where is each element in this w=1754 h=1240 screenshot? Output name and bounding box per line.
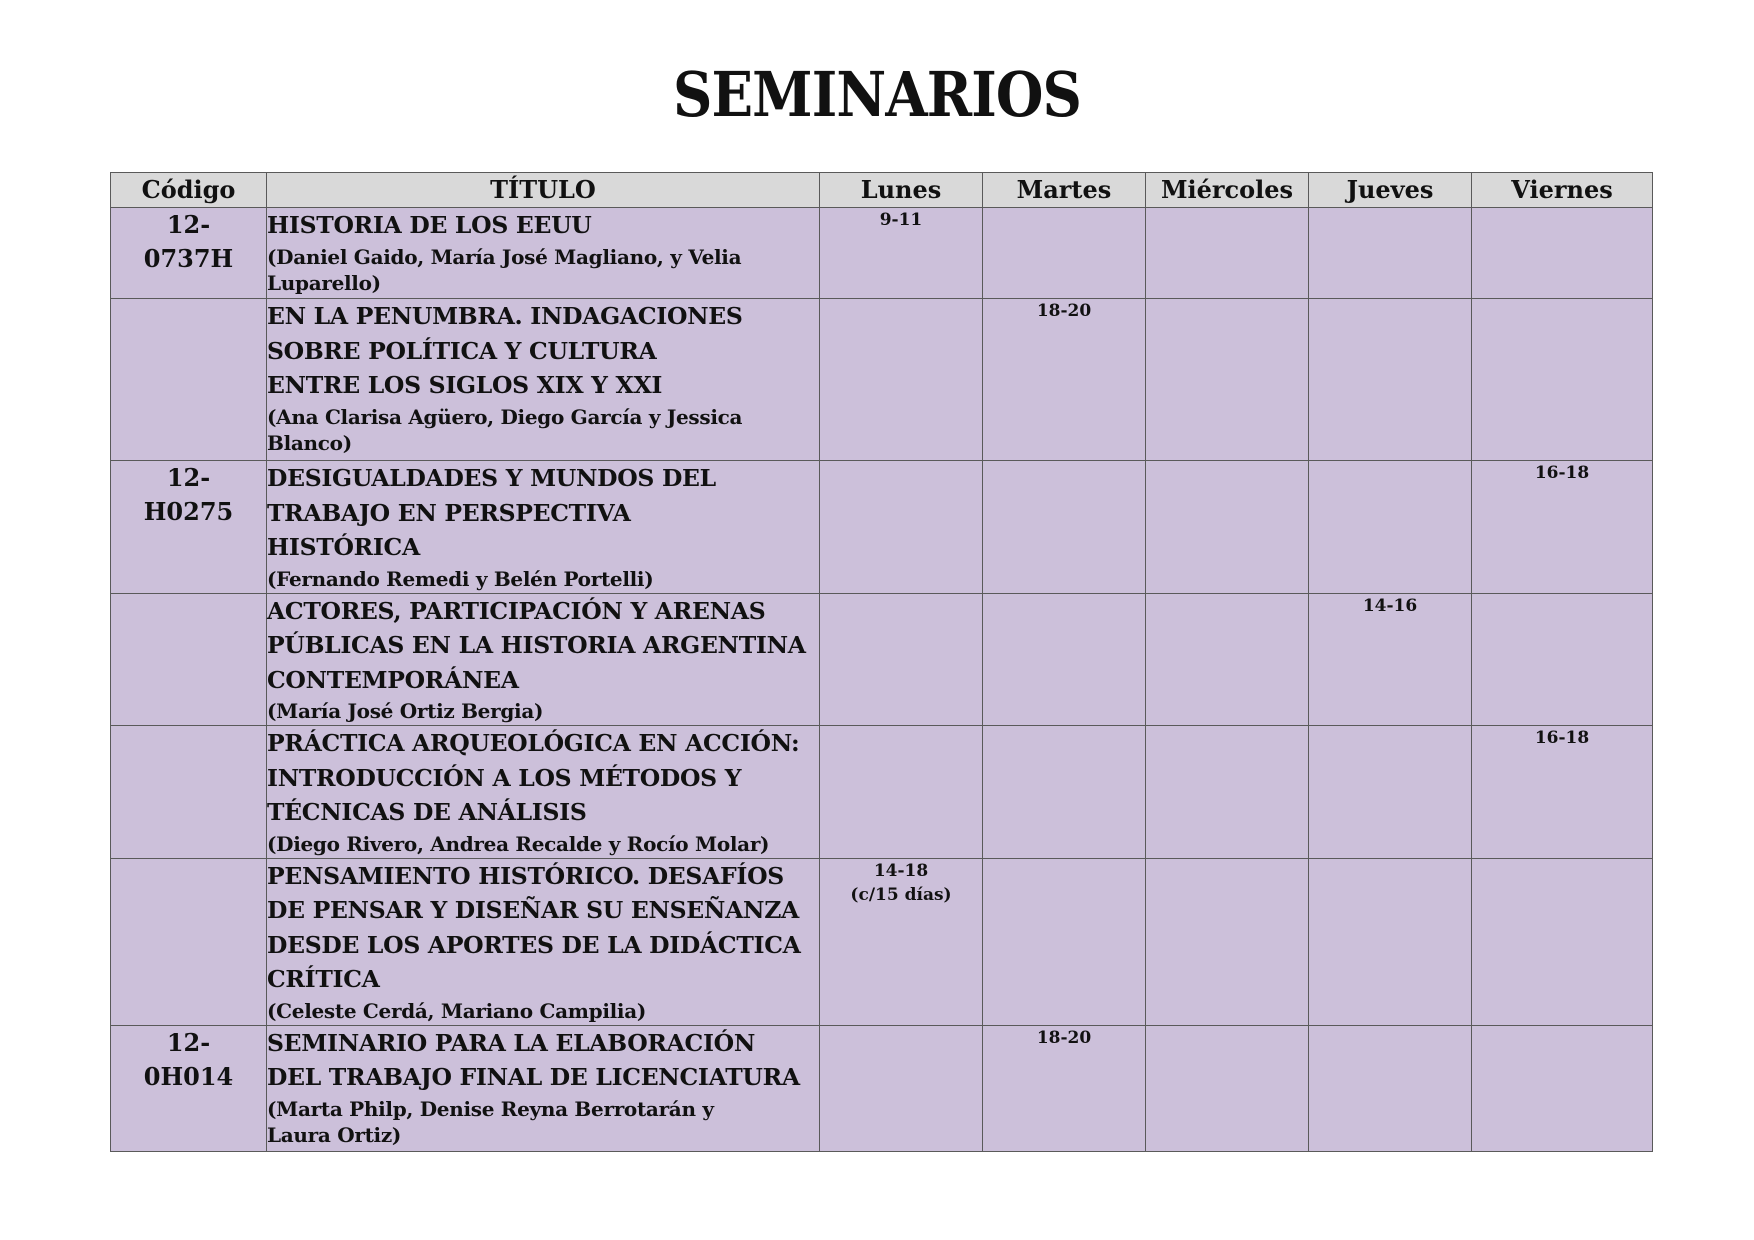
course-code-cell: [111, 208, 267, 299]
schedule-time: 14-16: [1362, 595, 1418, 616]
schedule-cell-viernes: [1472, 461, 1653, 594]
course-code-line: H0275: [143, 497, 234, 526]
table-row: [111, 726, 1653, 859]
seminar-title-line: PRÁCTICA ARQUEOLÓGICA EN ACCIÓN:: [267, 729, 800, 757]
seminar-title-line: PÚBLICAS EN LA HISTORIA ARGENTINA: [267, 631, 806, 659]
schedule-cell-viernes: [1472, 208, 1653, 299]
header-code: Código: [111, 173, 267, 208]
seminar-authors-line: (Daniel Gaido, María José Magliano, y Velia: [267, 244, 742, 269]
course-code-cell: [111, 299, 267, 461]
seminar-title-line: SOBRE POLÍTICA Y CULTURA: [267, 336, 657, 365]
schedule-cell-lunes: [820, 461, 983, 594]
schedule-time: 18-20: [1036, 1027, 1092, 1048]
schedule-cell-lunes: [820, 726, 983, 859]
course-code-cell: [111, 1025, 267, 1151]
course-code-cell: [111, 461, 267, 594]
course-code-line: 12-: [166, 210, 211, 239]
course-code-cell: [111, 726, 267, 859]
seminar-authors-line: (Fernando Remedi y Belén Portelli): [267, 566, 654, 591]
schedule-time: 18-20: [1036, 301, 1092, 321]
header-lunes: Lunes: [820, 173, 983, 208]
table-row: [111, 461, 1653, 594]
schedule-cell-martes: [983, 299, 1146, 461]
header-jueves: Jueves: [1309, 173, 1472, 208]
schedule-cell-martes: [983, 208, 1146, 299]
seminar-authors-line: Laura Ortiz): [267, 1122, 402, 1147]
seminar-title-line: CRÍTICA: [267, 965, 380, 993]
seminar-title-line: CONTEMPORÁNEA: [267, 665, 519, 694]
seminar-title-line: DESDE LOS APORTES DE LA DIDÁCTICA: [267, 930, 801, 959]
seminar-title-line: TÉCNICAS DE ANÁLISIS: [267, 798, 587, 826]
seminar-title-cell: [267, 208, 820, 299]
page-title: SEMINARIOS: [672, 58, 1082, 131]
schedule-cell-lunes: [820, 299, 983, 461]
schedule-cell-martes: [983, 858, 1146, 1025]
seminar-title-line: DEL TRABAJO FINAL DE LICENCIATURA: [267, 1063, 800, 1091]
schedule-cell-jueves: [1309, 461, 1472, 594]
course-code-line: 0H014: [143, 1061, 234, 1091]
seminar-authors-line: Blanco): [267, 430, 352, 455]
seminar-title-cell: [267, 593, 820, 726]
seminar-title-line: ENTRE LOS SIGLOS XIX Y XXI: [267, 371, 663, 399]
schedule-time: 16-18: [1534, 463, 1590, 483]
schedule-cell-miercoles: [1146, 1025, 1309, 1151]
seminar-title-cell: [267, 858, 820, 1025]
schedule-cell-jueves: [1309, 726, 1472, 859]
schedule-time: (c/15 días): [850, 884, 952, 905]
table-row: [111, 858, 1653, 1025]
seminar-authors-line: (María José Ortiz Bergia): [267, 699, 544, 723]
schedule-cell-jueves: [1309, 1025, 1472, 1151]
seminar-authors-line: (Marta Philp, Denise Reyna Berrotarán y: [267, 1096, 714, 1121]
table-row: [111, 208, 1653, 299]
course-code-line: 12-: [166, 463, 211, 492]
header-viernes: Viernes: [1472, 173, 1653, 208]
seminar-title-line: ACTORES, PARTICIPACIÓN Y ARENAS: [267, 596, 766, 625]
schedule-cell-viernes: [1472, 1025, 1653, 1151]
seminar-authors-line: (Diego Rivero, Andrea Recalde y Rocío Molar): [267, 831, 770, 856]
seminar-title-line: SEMINARIO PARA LA ELABORACIÓN: [267, 1028, 756, 1057]
schedule-cell-viernes: [1472, 299, 1653, 461]
seminar-title-line: INTRODUCCIÓN A LOS MÉTODOS Y: [267, 763, 742, 792]
schedule-cell-jueves: [1309, 593, 1472, 726]
schedule-cell-lunes: [820, 208, 983, 299]
schedule-cell-viernes: [1472, 726, 1653, 859]
header-title: TÍTULO: [267, 173, 820, 208]
header-row: [111, 173, 1653, 208]
schedule-cell-jueves: [1309, 858, 1472, 1025]
schedule-cell-jueves: [1309, 299, 1472, 461]
table-row: [111, 299, 1653, 461]
header-martes: Martes: [983, 173, 1146, 208]
course-code-line: 12-: [166, 1027, 211, 1057]
seminar-title-line: DESIGUALDADES Y MUNDOS DEL: [267, 464, 716, 492]
schedule-cell-martes: [983, 1025, 1146, 1151]
course-code-line: 0737H: [143, 244, 234, 273]
seminar-title-cell: [267, 461, 820, 594]
seminar-title-line: HISTÓRICA: [267, 533, 420, 561]
course-code-cell: [111, 593, 267, 726]
schedule-cell-jueves: [1309, 208, 1472, 299]
seminar-title-line: TRABAJO EN PERSPECTIVA: [267, 498, 631, 527]
schedule-cell-miercoles: [1146, 299, 1309, 461]
schedule-time: 9-11: [879, 210, 923, 230]
header-miercoles: Miércoles: [1146, 173, 1309, 208]
schedule-cell-miercoles: [1146, 726, 1309, 859]
schedule-cell-viernes: [1472, 858, 1653, 1025]
seminars-table: [110, 172, 1653, 1152]
schedule-time: 14-18: [873, 860, 929, 881]
schedule-cell-miercoles: [1146, 858, 1309, 1025]
course-code-cell: [111, 858, 267, 1025]
seminar-title-cell: [267, 1025, 820, 1151]
schedule-cell-martes: [983, 461, 1146, 594]
schedule-cell-miercoles: [1146, 208, 1309, 299]
schedule-cell-lunes: [820, 858, 983, 1025]
seminar-authors-line: Luparello): [267, 270, 381, 295]
seminar-title-cell: [267, 299, 820, 461]
schedule-time: 16-18: [1534, 728, 1590, 748]
table-row: [111, 1025, 1653, 1151]
seminar-authors-line: (Celeste Cerdá, Mariano Campilia): [267, 998, 647, 1023]
schedule-cell-viernes: [1472, 593, 1653, 726]
seminar-title-line: PENSAMIENTO HISTÓRICO. DESAFÍOS: [267, 861, 784, 890]
seminar-title-line: HISTORIA DE LOS EEUU: [267, 211, 592, 239]
schedule-cell-miercoles: [1146, 593, 1309, 726]
table-row: [111, 593, 1653, 726]
seminar-authors-line: (Ana Clarisa Agüero, Diego García y Jessica: [267, 404, 743, 429]
seminar-title-cell: [267, 726, 820, 859]
schedule-cell-lunes: [820, 593, 983, 726]
schedule-cell-miercoles: [1146, 461, 1309, 594]
seminar-title-line: DE PENSAR Y DISEÑAR SU ENSEÑANZA: [267, 896, 799, 924]
schedule-cell-lunes: [820, 1025, 983, 1151]
schedule-cell-martes: [983, 726, 1146, 859]
seminar-title-line: EN LA PENUMBRA. INDAGACIONES: [267, 302, 743, 330]
schedule-cell-martes: [983, 593, 1146, 726]
